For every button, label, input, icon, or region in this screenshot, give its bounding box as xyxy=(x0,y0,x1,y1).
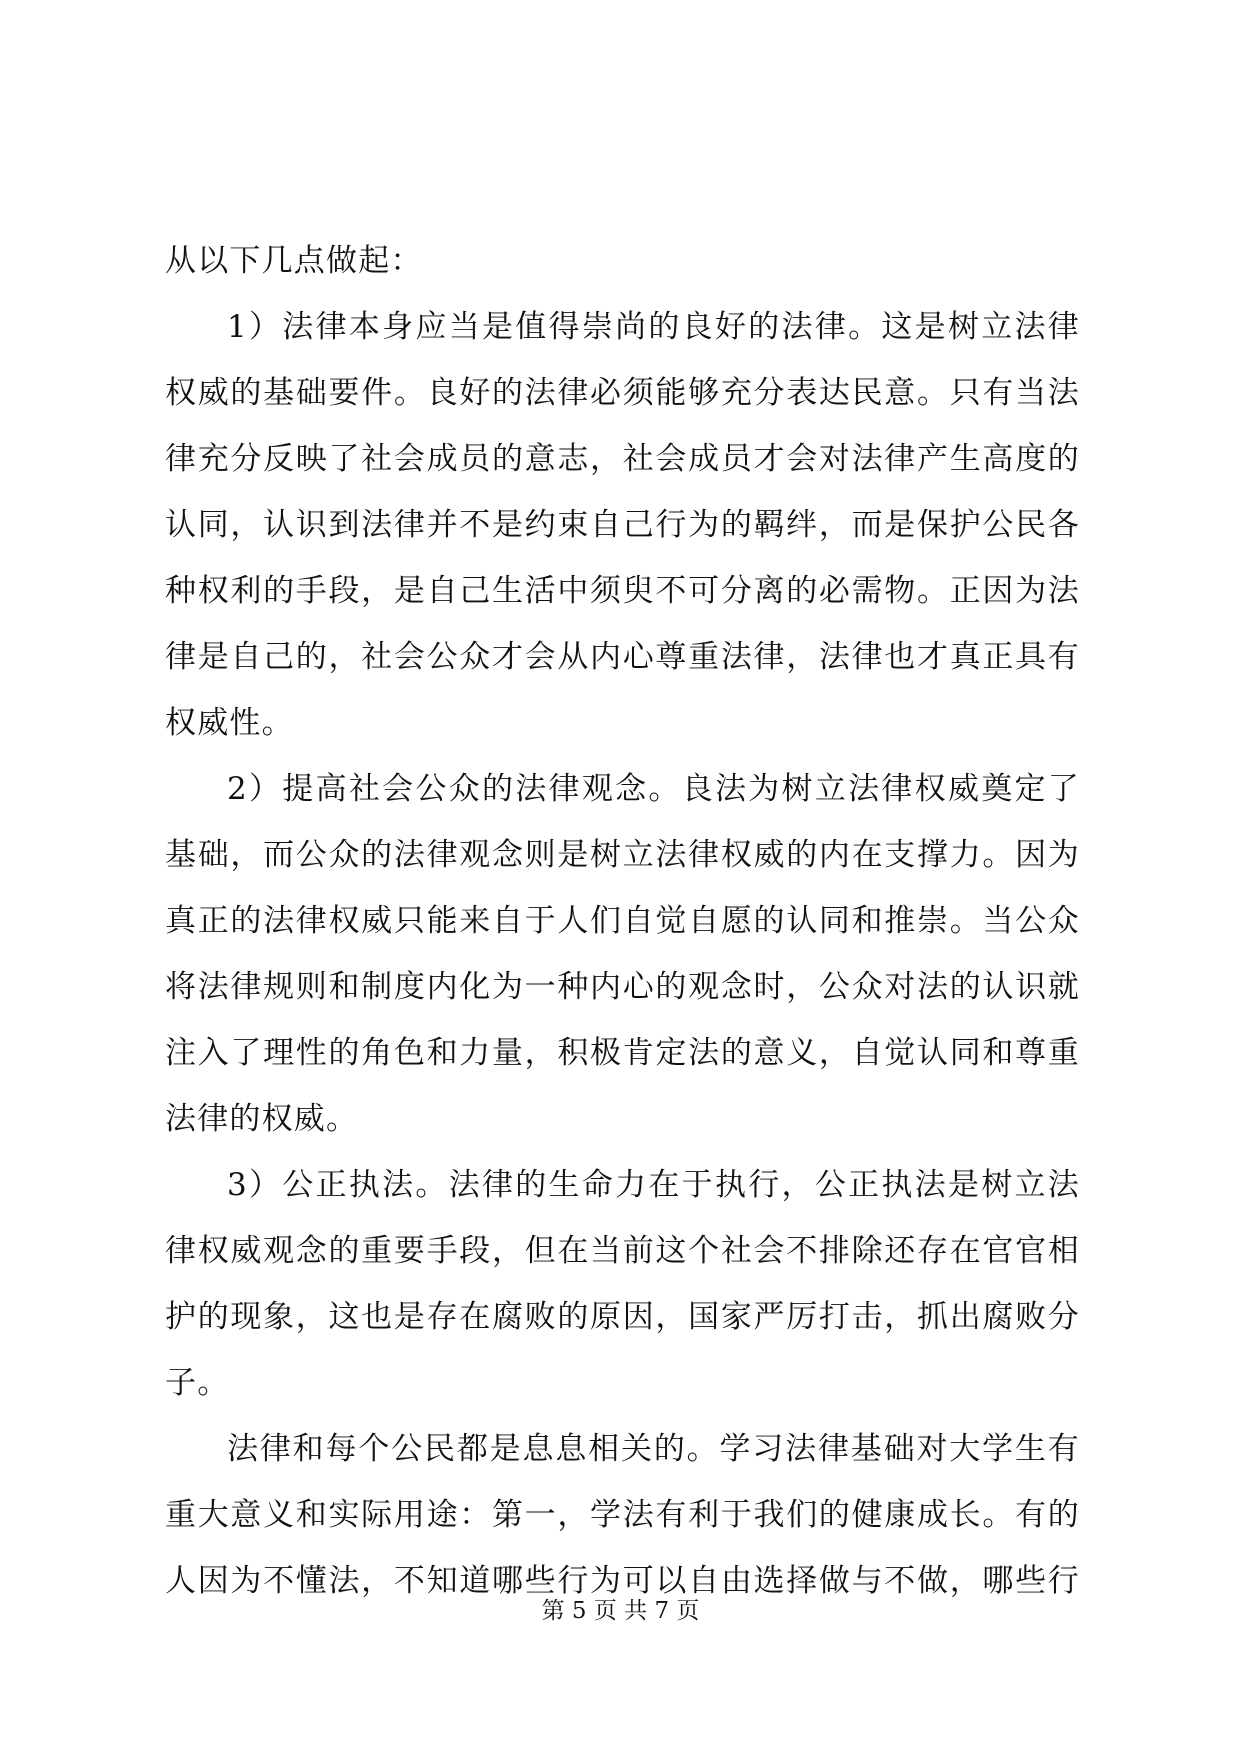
text-line: 子。 xyxy=(165,1365,230,1401)
text-line: 人因为不懂法，不知道哪些行为可以自由选择做与不做，哪些行 xyxy=(165,1563,1080,1599)
text-line: 律充分反映了社会成员的意志，社会成员才会对法律产生高度的 xyxy=(165,441,1080,477)
text-line: 法律的权威。 xyxy=(165,1101,359,1137)
text-line: 1）法律本身应当是值得崇尚的良好的法律。这是树立法律 xyxy=(227,309,1080,345)
text-line: 重大意义和实际用途：第一，学法有利于我们的健康成长。有的 xyxy=(165,1497,1080,1533)
text-line: 律权威观念的重要手段，但在当前这个社会不排除还存在官官相 xyxy=(165,1233,1080,1269)
text-line: 基础，而公众的法律观念则是树立法律权威的内在支撑力。因为 xyxy=(165,837,1080,873)
text-line: 权威性。 xyxy=(165,705,294,741)
text-line: 2）提高社会公众的法律观念。良法为树立法律权威奠定了 xyxy=(227,771,1080,807)
text-line: 3）公正执法。法律的生命力在于执行，公正执法是树立法 xyxy=(227,1167,1080,1203)
text-line: 权威的基础要件。良好的法律必须能够充分表达民意。只有当法 xyxy=(165,375,1080,411)
text-line: 将法律规则和制度内化为一种内心的观念时，公众对法的认识就 xyxy=(165,969,1080,1005)
text-line: 从以下几点做起： xyxy=(165,243,423,279)
text-line: 真正的法律权威只能来自于人们自觉自愿的认同和推崇。当公众 xyxy=(165,903,1080,939)
text-line: 护的现象，这也是存在腐败的原因，国家严厉打击，抓出腐败分 xyxy=(165,1299,1080,1335)
text-line: 种权利的手段，是自己生活中须臾不可分离的必需物。正因为法 xyxy=(165,573,1080,609)
text-line: 法律和每个公民都是息息相关的。学习法律基础对大学生有 xyxy=(227,1431,1080,1467)
text-line: 认同，认识到法律并不是约束自己行为的羁绊，而是保护公民各 xyxy=(165,507,1080,543)
body-text xyxy=(165,228,1080,1614)
page-number-label: 第 5 页 共 7 页 xyxy=(541,1598,700,1624)
page-footer xyxy=(0,1596,1241,1626)
text-line: 注入了理性的角色和力量，积极肯定法的意义，自觉认同和尊重 xyxy=(165,1035,1080,1071)
text-line: 律是自己的，社会公众才会从内心尊重法律，法律也才真正具有 xyxy=(165,639,1080,675)
